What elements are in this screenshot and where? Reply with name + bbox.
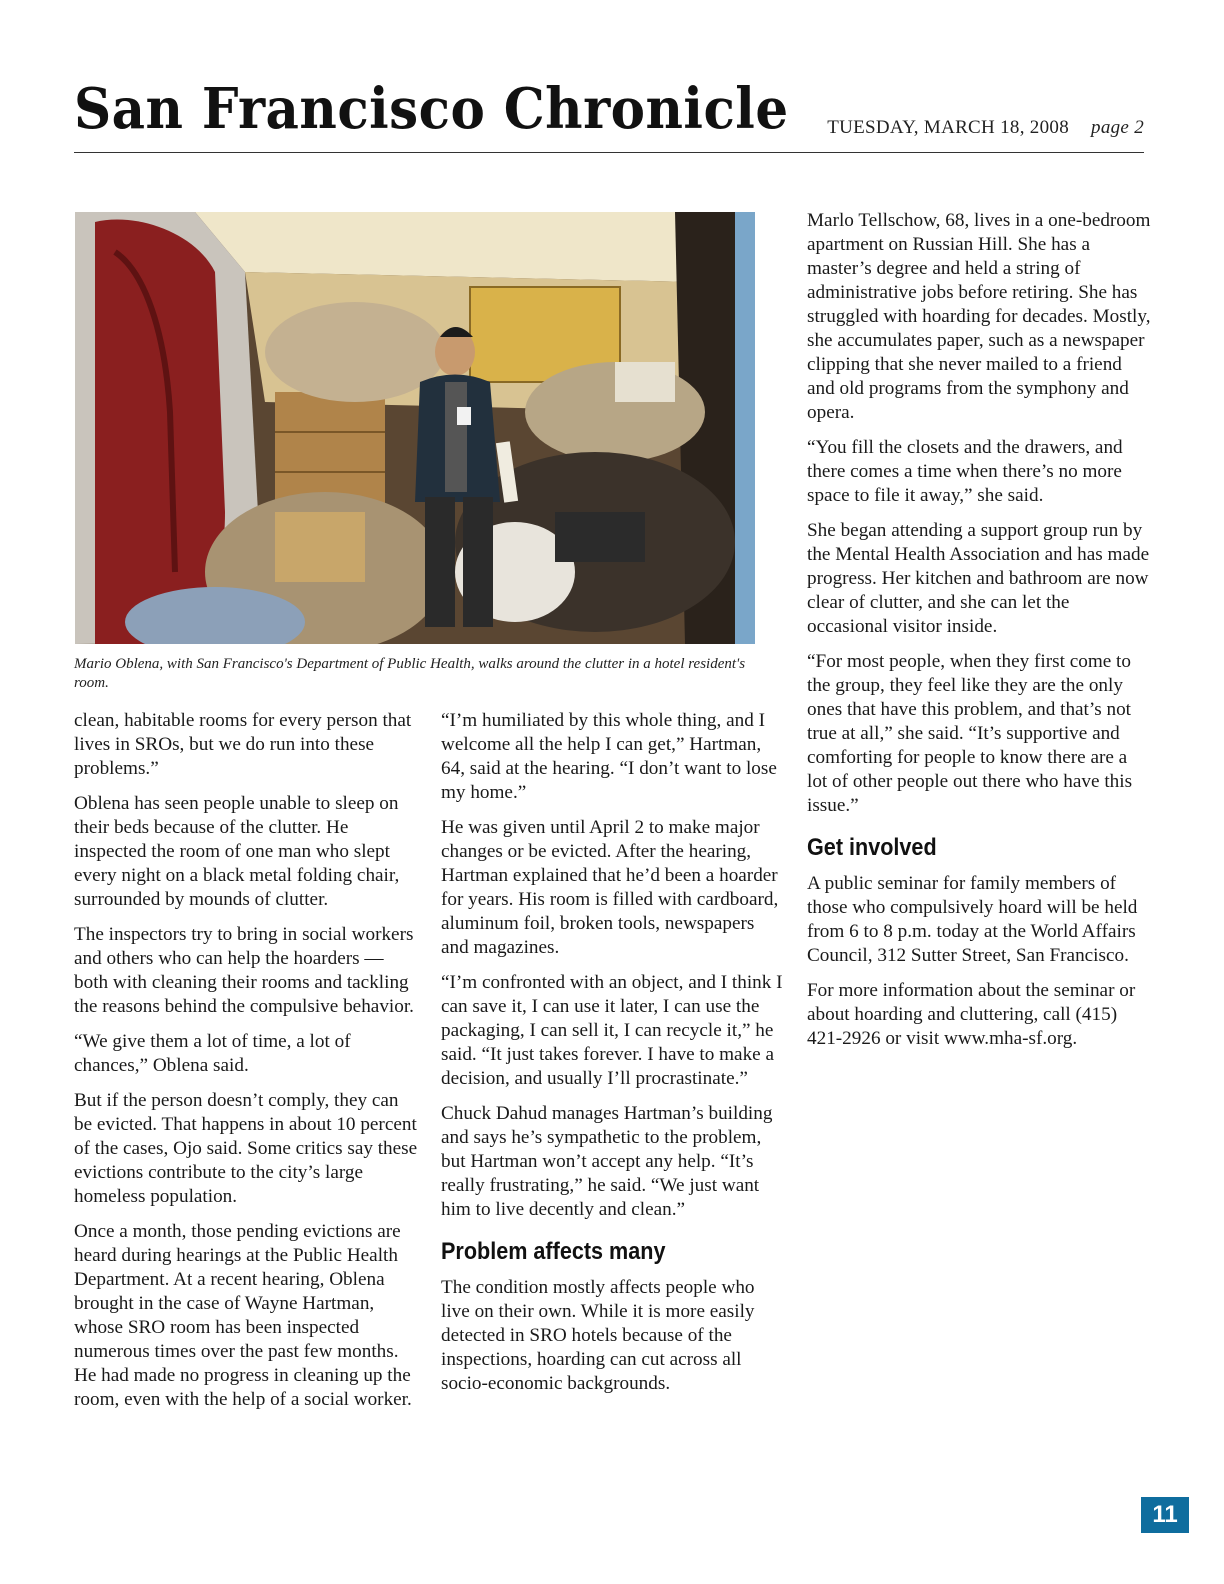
- paragraph: Marlo Tellschow, 68, lives in a one-bedroom apartment on Russian Hill. She has a master’s degree and held a string of administrative jobs before retiring. She has struggled with hoarding for decades. Mostly, she accumulates paper, such as a newspaper clipping that she never mailed to a friend and old programs from the symphony and opera.: [807, 210, 1151, 423]
- paragraph: Chuck Dahud manages Hartman’s building and says he’s sympathetic to the problem, but Hartman won’t accept any help. “It’s really frustrating,” he said. “We just want him to live decently and clean.”: [441, 1103, 773, 1220]
- cluttered-room-image: [75, 212, 755, 644]
- issue-info: [827, 117, 1144, 139]
- section-heading: Get involved: [807, 834, 937, 861]
- paragraph: “We give them a lot of time, a lot of chances,” Oblena said.: [74, 1031, 351, 1076]
- paragraph: He was given until April 2 to make major changes or be evicted. After the hearing, Hartman explained that he’d been a hoarder for years. His room is filled with cardboard, aluminum foil, broken tools, newspapers and magazines.: [441, 817, 779, 958]
- article-photo: [75, 212, 755, 644]
- article-column-2: [441, 709, 786, 1407]
- paragraph: But if the person doesn’t comply, they can be evicted. That happens in about 10 percent of the cases, Ojo said. Some critics say these evictions contribute to the city’s large homeless population.: [74, 1090, 418, 1207]
- newspaper-title: San Francisco Chronicle: [74, 76, 789, 142]
- paragraph: “For most people, when they first come to the group, they feel like they are the only ones that have this problem, and that’s not true at all,” she said. “It’s supportive and comforting for people to know there are a lot of other people out there who have this issue.”: [807, 651, 1133, 816]
- page-number-badge: 11: [1141, 1497, 1189, 1533]
- paragraph: “I’m confronted with an object, and I think I can save it, I can use it later, I can use the packaging, I can sell it, I can recycle it,” he said. “It just takes forever. I have to make a decision, and usually I’ll procrastinate.”: [441, 972, 783, 1089]
- paragraph: The condition mostly affects people who live on their own. While it is more easily detected in SRO hotels because of the inspections, hoarding can cut across all socio-economic backgrounds.: [441, 1277, 755, 1394]
- paragraph: clean, habitable rooms for every person that lives in SROs, but we do run into these problems.”: [74, 710, 412, 779]
- paragraph: A public seminar for family members of those who compulsively hoard will be held from 6 to 8 p.m. today at the World Affairs Council, 312 Sutter Street, San Francisco.: [807, 873, 1138, 966]
- paragraph: “I’m humiliated by this whole thing, and I welcome all the help I can get,” Hartman, 64, said at the hearing. “I don’t want to lose my home.”: [441, 710, 777, 803]
- paragraph: She began attending a support group run by the Mental Health Association and has made progress. Her kitchen and bathroom are now clear of clutter, and she can let the occasional visitor inside.: [807, 520, 1150, 637]
- section-heading: Problem affects many: [441, 1238, 666, 1265]
- paragraph: For more information about the seminar or about hoarding and cluttering, call (415) 421-2926 or visit www.mha-sf.org.: [807, 980, 1136, 1049]
- article-column-3: [807, 209, 1152, 1062]
- article-column-1: [74, 709, 419, 1423]
- issue-page: page 2: [1091, 117, 1144, 138]
- paragraph: “You fill the closets and the drawers, and there comes a time when there’s no more space to file it away,” she said.: [807, 437, 1123, 506]
- masthead: [74, 70, 1144, 153]
- issue-date: TUESDAY, MARCH 18, 2008: [827, 117, 1070, 138]
- paragraph: Once a month, those pending evictions are heard during hearings at the Public Health Department. At a recent hearing, Oblena brought in the case of Wayne Hartman, whose SRO room has been inspected numerous times over the past few months. He had made no progress in cleaning up the room, even with the help of a social worker.: [74, 1221, 412, 1410]
- photo-caption: Mario Oblena, with San Francisco's Department of Public Health, walks around the clutter in a hotel resident's room.: [74, 656, 746, 691]
- paragraph: The inspectors try to bring in social workers and others who can help the hoarders — both with cleaning their rooms and tackling the reasons behind the compulsive behavior.: [74, 924, 414, 1017]
- paragraph: Oblena has seen people unable to sleep on their beds because of the clutter. He inspected the room of one man who slept every night on a black metal folding chair, surrounded by mounds of clutter.: [74, 793, 400, 910]
